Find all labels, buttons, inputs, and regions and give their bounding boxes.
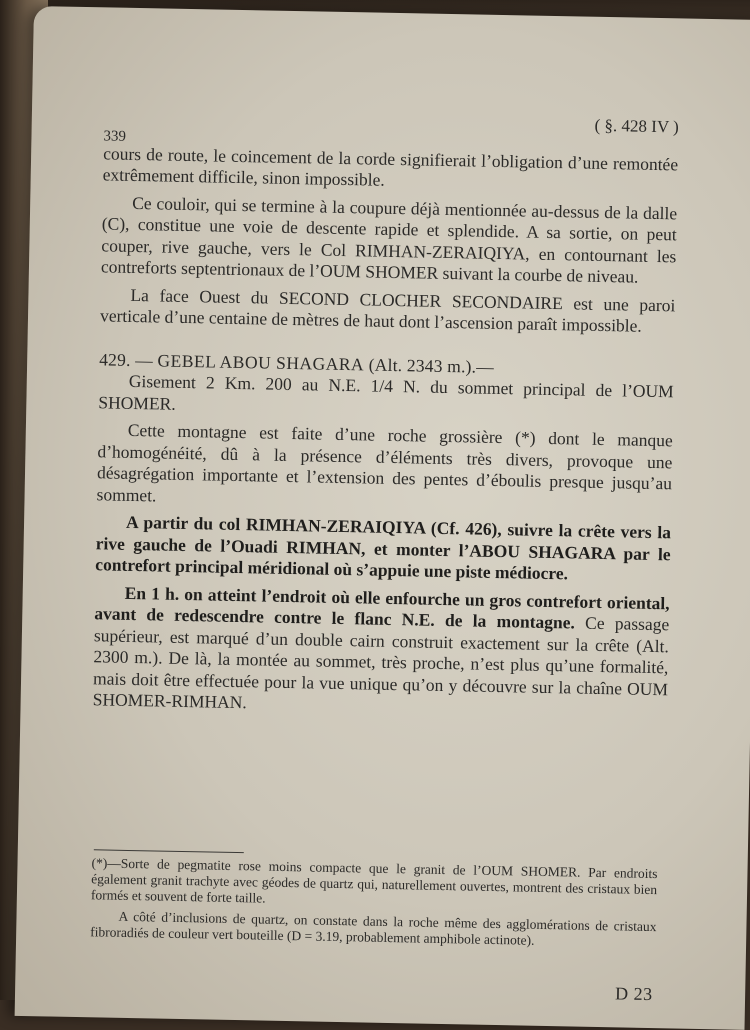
footnote-divider (94, 849, 244, 853)
paragraph-gisement: Gisement 2 Km. 200 au N.E. 1/4 N. du sommet principal de l’OUM SHOMER. (98, 370, 674, 414)
paragraph-itineraire: A partir du col RIMHAN-ZERAIQIYA (Cf. 426), suivre la crête vers la rive gauche de l’Ouadi RIMHAN, et monter l’ABOU SHAGARA par le contrefort principal méridional où s’appuie une piste médiocre. (95, 511, 672, 584)
heading-dash: — (135, 349, 154, 370)
book-page (15, 6, 750, 1030)
page-number: 339 (103, 127, 127, 145)
heading-title: GEBEL ABOU SHAGARA (157, 349, 365, 374)
footnote-pegmatite: (*)—Sorte de pegmatite rose moins compacte que le granit de l’OUM SHOMER. Par endroits également granit trachyte avec géodes de quartz qui, naturellement ouvertes, montrent des cristaux bien formés et souvent de forte taille. (90, 855, 658, 906)
paragraph-contrefort-rest: Ce passage supérieur, est marqué d’un double cairn construit exactement sur la crête (Alt. 2300 m.). De là, la montée au sommet, très proche, n’est plus qu’une formalité, mais doit être effectuée pour la vue unique qu’on y découvre sur la chaîne OUM SHOMER-RIMHAN. (92, 612, 670, 713)
paragraph-face-ouest: La face Ouest du SECOND CLOCHER SECONDAIRE est une paroi verticale d’une centaine de mètres de haut dont l’ascension paraît impossible. (99, 284, 676, 336)
footnote-inclusions: A côté d’inclusions de quartz, on constate dans la roche même des agglomérations de cristaux fibroradiés de couleur vert bouteille (D = 3.19, probablement amphibole actinote). (90, 908, 657, 948)
main-text (92, 105, 679, 721)
paragraph-couloir: Ce couloir, qui se termine à la coupure déjà mentionnée au-dessus de la dalle (C), constitue une voie de descente rapide et splendide. A sa sortie, on peut couper, rive gauche, vers le Col RIMHAN-ZERAIQIYA, en contournant les contreforts septentrionaux de l’OUM SHOMER suivant la courbe de niveau. (100, 192, 678, 287)
paragraph-continuation: cours de route, le coincement de la corde signifierait l’obligation d’une remontée extrêmement difficile, sinon impossible. (102, 142, 679, 190)
heading-altitude: (Alt. 2343 m.).— (368, 353, 495, 377)
footnote (90, 855, 658, 951)
paragraph-contrefort-bold: En 1 h. on atteint l’endroit où elle enfourche un gros contrefort oriental, avant de redescendre contre le flanc N.E. de la montagne. (94, 582, 670, 633)
heading-number: 429. (99, 348, 131, 370)
paragraph-contrefort (92, 582, 669, 722)
paragraph-roche: Cette montagne est faite d’une roche grossière (*) dont le manque d’homogénéité, dû à la présence d’éléments très divers, provoque une désagrégation importante et l’extension des pentes d’éboulis presque jusqu’au sommet. (96, 419, 673, 505)
section-reference: ( §. 428 IV ) (594, 115, 679, 137)
signature-mark: D 23 (614, 983, 653, 1005)
